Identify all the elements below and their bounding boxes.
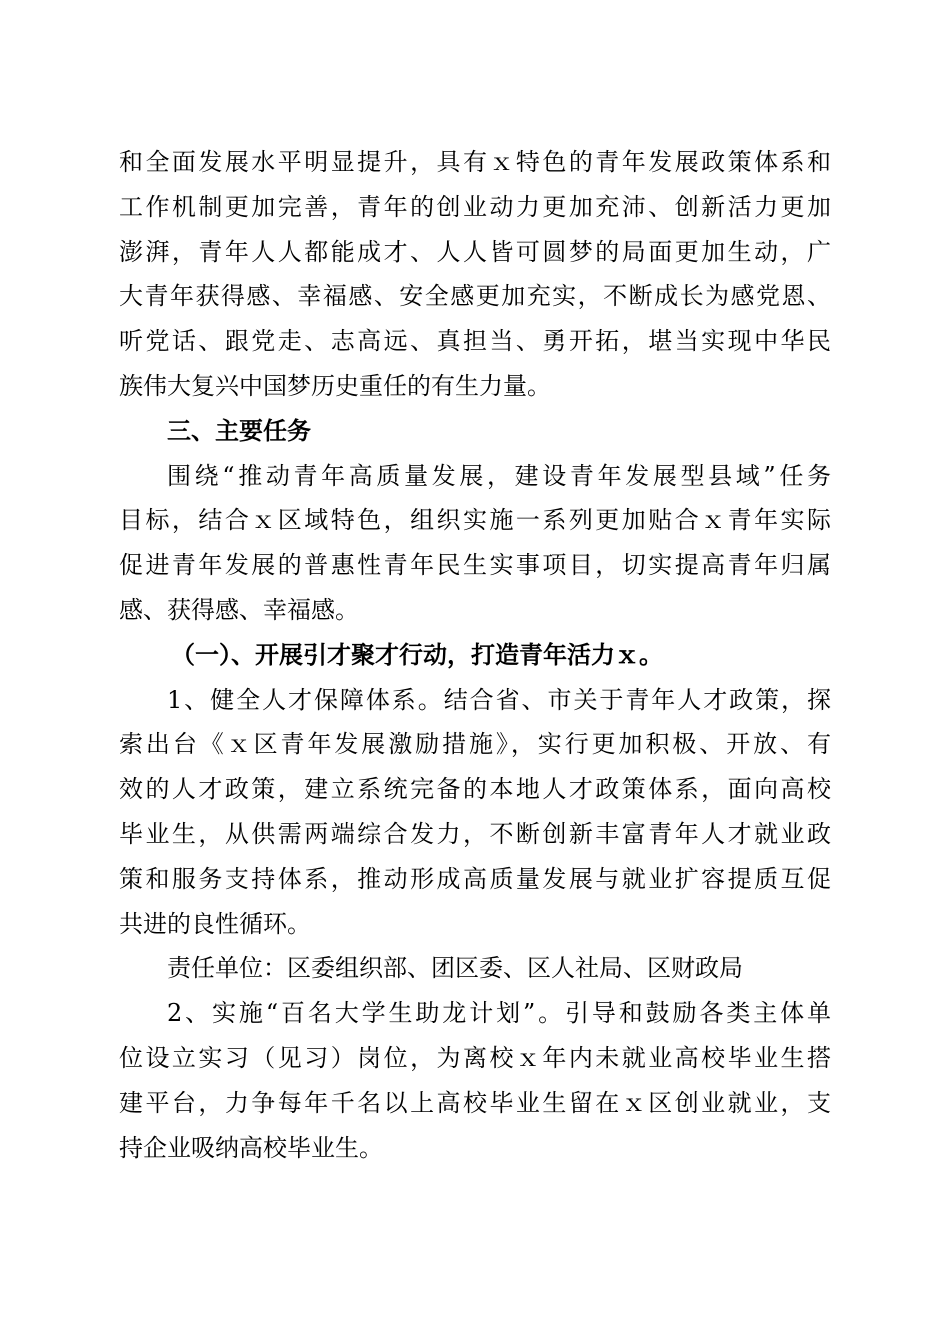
text-line: 索出台《ｘ区青年发展激励措施》，实行更加积极、开放、有 xyxy=(119,730,831,759)
document-body xyxy=(119,140,831,1170)
paragraph-tasks xyxy=(119,454,831,633)
text-line: 目标，结合ｘ区域特色，组织实施一系列更加贴合ｘ青年实际 xyxy=(119,506,831,535)
text-line: 效的人才政策，建立系统完备的本地人才政策体系，面向高校 xyxy=(119,775,831,804)
text-line: 和全面发展水平明显提升，具有ｘ特色的青年发展政策体系和 xyxy=(119,148,831,176)
text-line: 建平台，力争每年千名以上高校毕业生留在ｘ区创业就业，支 xyxy=(119,1088,831,1117)
text-line: 持企业吸纳高校毕业生。 xyxy=(119,1133,383,1162)
text-line: 族伟大复兴中国梦历史重任的有生力量。 xyxy=(119,371,551,400)
text-line: 大青年获得感、幸福感、安全感更加充实，不断成长为感党恩、 xyxy=(119,282,831,311)
paragraph-intro xyxy=(119,140,831,409)
item-2 xyxy=(119,991,831,1170)
item-1 xyxy=(119,678,831,947)
subsection-heading: （一）、开展引才聚才行动，打造青年活力ｘ。 xyxy=(171,639,663,669)
section-heading: 三、主要任务 xyxy=(167,415,311,445)
text-line: 毕业生，从供需两端综合发力，不断创新丰富青年人才就业政 xyxy=(119,819,831,848)
text-line: 工作机制更加完善，青年的创业动力更加充沛、创新活力更加 xyxy=(119,192,831,221)
text-line: 围绕“推动青年高质量发展，建设青年发展型县域”任务 xyxy=(167,461,831,490)
text-line: 促进青年发展的普惠性青年民生实事项目，切实提高青年归属 xyxy=(119,551,831,580)
text-line: 听党话、跟党走、志高远、真担当、勇开拓，堪当实现中华民 xyxy=(119,327,831,356)
text-line: 感、获得感、幸福感。 xyxy=(119,595,359,624)
text-line: 策和服务支持体系，推动形成高质量发展与就业扩容提质互促 xyxy=(119,864,831,893)
item-1-responsible: 责任单位：区委组织部、团区委、区人社局、区财政局 xyxy=(167,954,743,983)
text-line: 1、健全人才保障体系。结合省、市关于青年人才政策，探 xyxy=(167,685,831,714)
text-line: 共进的良性循环。 xyxy=(119,909,311,938)
text-line: 2、实施“百名大学生助龙计划”。引导和鼓励各类主体单 xyxy=(167,999,831,1028)
text-line: 位设立实习（见习）岗位，为离校ｘ年内未就业高校毕业生搭 xyxy=(119,1043,831,1072)
text-line: 澎湃，青年人人都能成才、人人皆可圆梦的局面更加生动，广 xyxy=(119,237,831,266)
